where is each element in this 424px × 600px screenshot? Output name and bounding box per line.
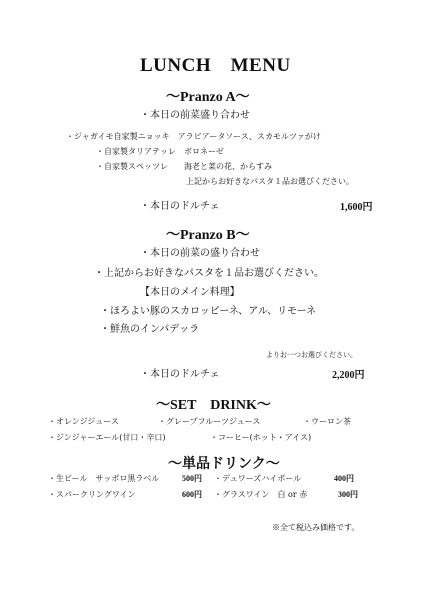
single-drink-name: ・グラスワイン 白 or 赤 [214, 490, 308, 499]
pranzo-a-pasta-1: ・ジャガイモ自家製ニョッキ アラビアータソース、スカモルツァがけ [66, 132, 321, 141]
pranzo-b-main-note: よりお一つお選びください。 [266, 351, 357, 359]
pranzo-b-main-2: ・鮮魚のインパデッラ [100, 324, 200, 335]
pranzo-b-dolce: ・本日のドルチェ [140, 369, 220, 380]
single-drink-price: 500円 [182, 474, 202, 483]
pranzo-a-pasta-2: ・自家製タリアテッレ ボロネーゼ [96, 147, 224, 156]
single-drink-name: ・生ビール サッポロ黒ラベル [48, 474, 160, 483]
pranzo-b-price: 2,200円 [332, 370, 365, 381]
single-drinks-heading: ～単品ドリンク～ [168, 457, 280, 472]
tax-note: ※全て税込み価格です。 [272, 523, 360, 532]
pranzo-a-dolce: ・本日のドルチェ [140, 201, 220, 212]
single-drink-price: 300円 [338, 490, 358, 499]
menu-title: LUNCH MENU [140, 55, 291, 76]
pranzo-b-main-heading: 【本日のメイン料理】 [140, 287, 240, 298]
single-drink-name: ・デュワーズハイボール [214, 474, 302, 483]
pranzo-a-heading: ～Pranzo A～ [166, 90, 250, 105]
pranzo-a-price: 1,600円 [340, 202, 373, 213]
single-drink-name: ・スパークリングワイン [48, 490, 136, 499]
pranzo-b-antipasto: ・本日の前菜の盛り合わせ [140, 248, 260, 259]
pranzo-b-heading: ～Pranzo B～ [166, 228, 250, 243]
set-drink-item: ・コーヒー(ホット・アイス) [210, 433, 312, 442]
single-drink-price: 600円 [182, 490, 202, 499]
pranzo-a-antipasto: ・本日の前菜盛り合わせ [140, 110, 250, 121]
set-drink-heading: ～SET DRINK～ [156, 398, 271, 413]
set-drink-item: ・グレープフルーツジュース [158, 417, 261, 426]
set-drink-item: ・ウーロン茶 [303, 417, 351, 426]
pranzo-b-main-1: ・ほろよい豚のスカロッピーネ、アル、リモーネ [100, 306, 317, 317]
pranzo-b-pasta: ・上記からお好きなパスタを１品お選びください。 [94, 268, 324, 279]
single-drink-price: 400円 [334, 474, 354, 483]
set-drink-item: ・ジンジャーエール(甘口・辛口) [48, 433, 166, 442]
set-drink-item: ・オレンジジュース [48, 417, 119, 426]
pranzo-a-pasta-3: ・自家製スペッツレ 海老と菜の花、からすみ [96, 162, 272, 171]
pranzo-a-pasta-note: 上記からお好きなパスタ１品お選びください。 [186, 177, 354, 186]
